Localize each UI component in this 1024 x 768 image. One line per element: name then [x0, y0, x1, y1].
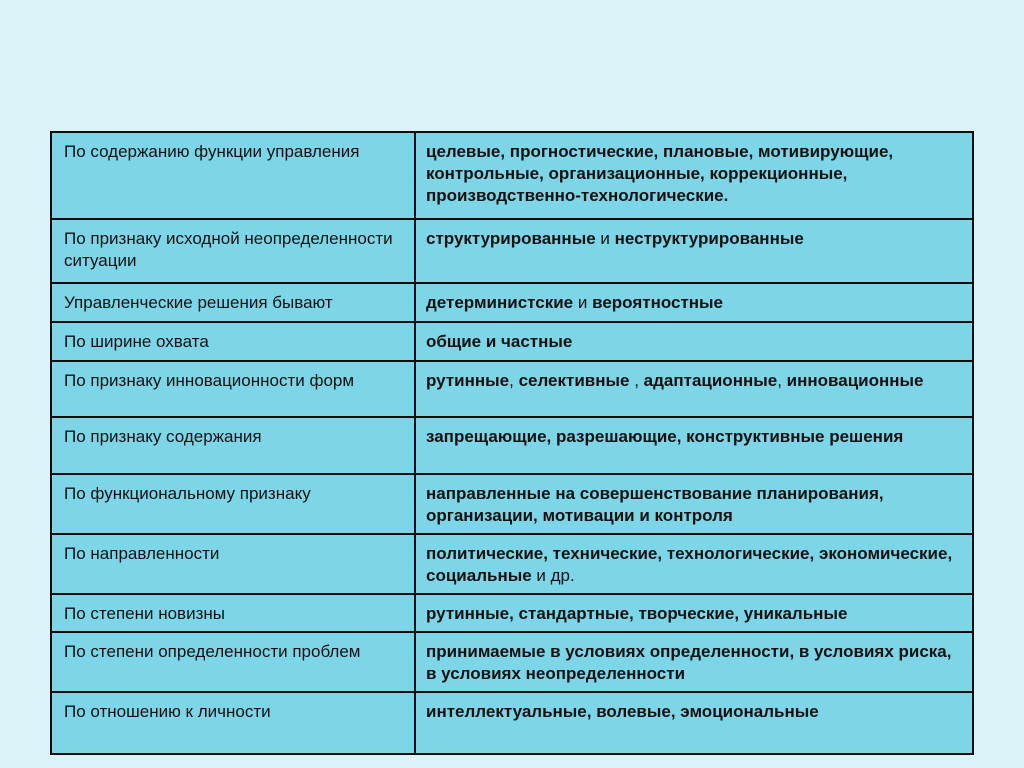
connector-text: и [573, 293, 593, 312]
values-cell [415, 594, 973, 632]
table-row [51, 283, 973, 322]
criterion-cell: По степени определенности проблем [51, 632, 415, 692]
values-text: инновационные [786, 371, 924, 390]
table-row [51, 219, 973, 283]
values-text: политические, технические, технологические, экономические, социальные [426, 544, 953, 585]
criterion-cell: По содержанию функции управления [51, 132, 415, 219]
values-cell [415, 283, 973, 322]
table-row [51, 692, 973, 754]
values-text: структурированные [426, 229, 596, 248]
criterion-cell: По направленности [51, 534, 415, 594]
table-row [51, 594, 973, 632]
values-cell [415, 132, 973, 219]
values-text: селективные [518, 371, 630, 390]
connector-text: , [629, 371, 644, 390]
values-text: неструктурированные [614, 229, 804, 248]
values-text: рутинные, стандартные, творческие, уникальные [426, 604, 848, 623]
criterion-cell: Управленческие решения бывают [51, 283, 415, 322]
values-cell [415, 361, 973, 417]
values-cell [415, 219, 973, 283]
criterion-cell: По ширине охвата [51, 322, 415, 361]
values-text: адаптационные [643, 371, 778, 390]
table-row [51, 322, 973, 361]
values-text: принимаемые в условиях определенности, в условиях риска, в условиях неопределенности [426, 642, 952, 683]
classification-table [50, 131, 974, 755]
values-cell [415, 417, 973, 474]
table-row [51, 474, 973, 534]
table-row [51, 534, 973, 594]
criterion-cell: По степени новизны [51, 594, 415, 632]
values-text: рутинные [426, 371, 510, 390]
values-cell [415, 322, 973, 361]
values-text: интеллектуальные, волевые, эмоциональные [426, 702, 819, 721]
criterion-cell: По признаку исходной неопределенности ситуации [51, 219, 415, 283]
values-cell [415, 632, 973, 692]
criterion-cell: По признаку инновационности форм [51, 361, 415, 417]
table-row [51, 417, 973, 474]
table-body [51, 132, 973, 754]
values-cell [415, 474, 973, 534]
table-row [51, 632, 973, 692]
connector-text: и [595, 229, 615, 248]
connector-text: , [509, 371, 519, 390]
table-row [51, 361, 973, 417]
criterion-cell: По признаку содержания [51, 417, 415, 474]
values-text: вероятностные [592, 293, 724, 312]
values-cell [415, 692, 973, 754]
table-row [51, 132, 973, 219]
values-text: запрещающие, разрешающие, конструктивные решения [426, 427, 904, 446]
connector-text: , [777, 371, 787, 390]
values-text: целевые, прогностические, плановые, мотивирующие, контрольные, организационные, коррекционные, производственно-технологические. [426, 142, 894, 205]
values-text: детерминистские [426, 293, 574, 312]
values-text: общие и частные [426, 332, 573, 351]
values-text: направленные на совершенствование планирования, организации, мотивации и контроля [426, 484, 884, 525]
connector-text: и др. [531, 566, 575, 585]
values-cell [415, 534, 973, 594]
criterion-cell: По отношению к личности [51, 692, 415, 754]
criterion-cell: По функциональному признаку [51, 474, 415, 534]
